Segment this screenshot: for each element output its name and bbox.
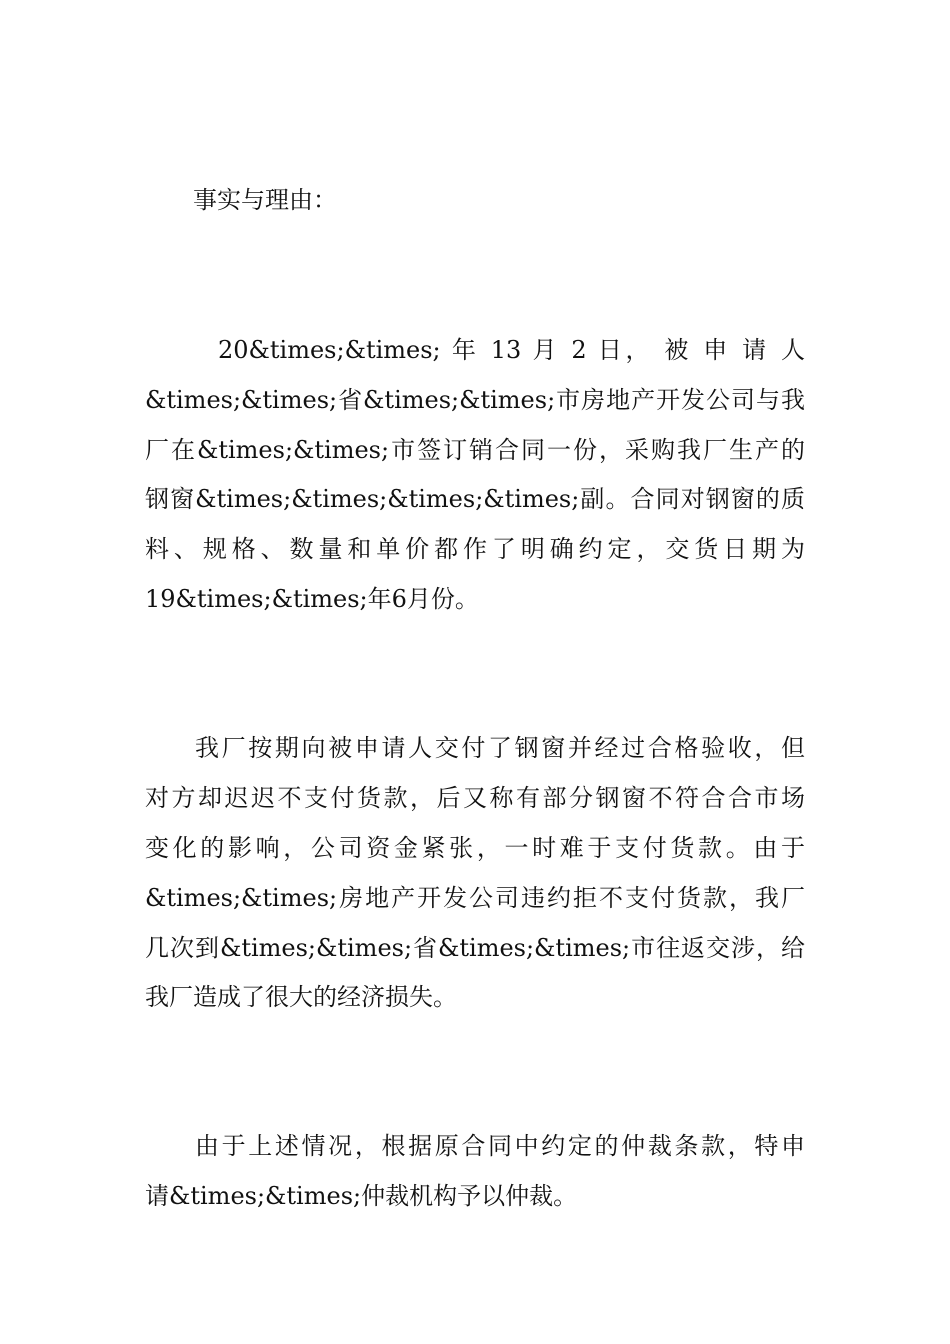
paragraph-2-line-3: 变化的影响，公司资金紧张，一时难于支付货款。由于 bbox=[145, 834, 805, 862]
paragraph-2-line-4: &times;&times;房地产开发公司违约拒不支付货款，我厂 bbox=[145, 884, 805, 912]
section-heading: 事实与理由： bbox=[193, 186, 337, 214]
paragraph-2-line-6: 我厂造成了很大的经济损失。 bbox=[145, 983, 457, 1011]
paragraph-1-line-5: 料、规格、数量和单价都作了明确约定，交货日期为 bbox=[145, 535, 805, 563]
paragraph-3-line-1: 由于上述情况，根据原合同中约定的仲裁条款，特申 bbox=[195, 1132, 805, 1160]
paragraph-2-line-5: 几次到&times;&times;省&times;&times;市往返交涉，给 bbox=[145, 934, 805, 962]
paragraph-3-line-2: 请&times;&times;仲裁机构予以仲裁。 bbox=[145, 1182, 578, 1210]
paragraph-1-line-4: 钢窗&times;&times;&times;&times;副。合同对钢窗的质 bbox=[145, 485, 805, 513]
paragraph-2-line-2: 对方却迟迟不支付货款，后又称有部分钢窗不符合合市场 bbox=[145, 784, 805, 812]
paragraph-2-line-1: 我厂按期向被申请人交付了钢窗并经过合格验收，但 bbox=[195, 734, 805, 762]
paragraph-1-line-2: &times;&times;省&times;&times;市房地产开发公司与我 bbox=[145, 386, 805, 414]
paragraph-1-line-3: 厂在&times;&times;市签订销合同一份，采购我厂生产的 bbox=[145, 436, 805, 464]
paragraph-1-line-1: 20&times;&times; 年 13 月 2 日， 被 申 请 人 bbox=[218, 336, 805, 364]
paragraph-1-line-6: 19&times;&times;年6月份。 bbox=[145, 585, 479, 613]
